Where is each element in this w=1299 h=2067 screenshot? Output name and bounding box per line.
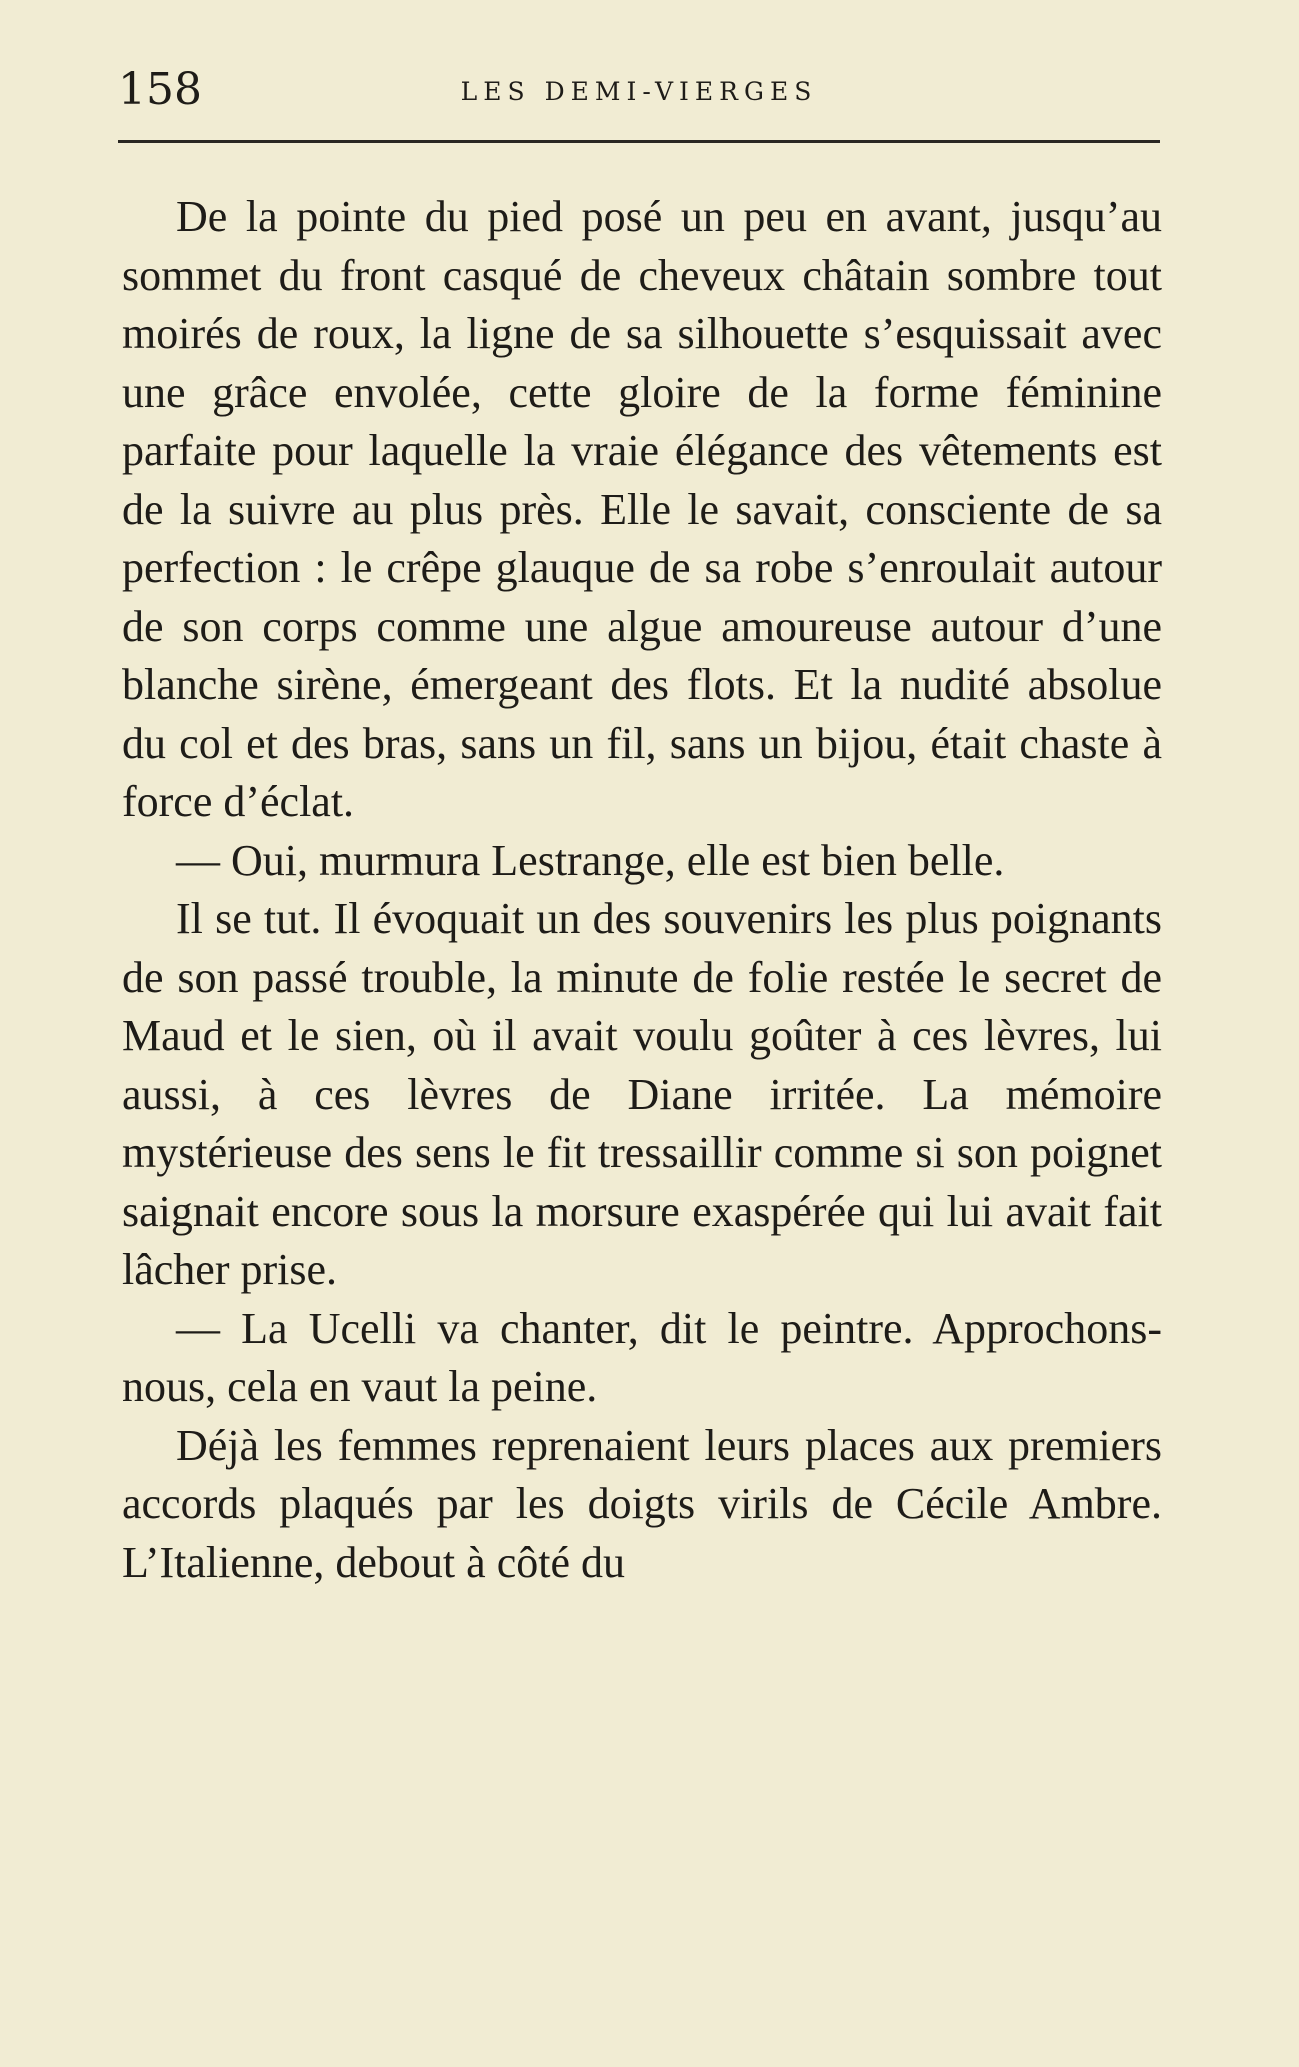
running-title: LES DEMI-VIERGES xyxy=(460,77,818,106)
page-number: 158 xyxy=(118,64,202,115)
header-rule xyxy=(118,140,1160,143)
paragraph: Déjà les femmes reprenaient leurs places aux premiers accords plaqués par les doigts virils de Cécile Ambre. L’Italienne, debout à côté du xyxy=(122,1420,1162,1587)
body-text xyxy=(122,188,1162,1592)
paragraph: De la pointe du pied posé un peu en avant, jusqu’au sommet du front casqué de cheveux châtain sombre tout moirés de roux, la ligne de sa silhouette s’esquissait avec une grâce envolée, cette gloire de la forme féminine parfaite pour laquelle la vraie élégance des vêtements est de la suivre au plus près. Elle le savait, consciente de sa perfection : le crêpe glauque de sa robe s’enroulait autour de son corps comme une algue amoureuse autour d’une blanche sirène, émergeant des flots. Et la nudité absolue du col et des bras, sans un fil, sans un bijou, était chaste à force d’éclat. xyxy=(122,192,1162,826)
paragraph: Il se tut. Il évoquait un des souvenirs les plus poignants de son passé trouble, la minute de folie restée le secret de Maud et le sien, où il avait voulu goûter à ces lèvres, lui aussi, à ces lèvres de Diane irritée. La mémoire mystérieuse des sens le fit tressaillir comme si son poignet saignait encore sous la morsure exaspérée qui lui avait fait lâcher prise. xyxy=(122,894,1162,1294)
paragraph: — Oui, murmura Lestrange, elle est bien belle. xyxy=(176,835,1005,885)
page-header xyxy=(118,58,1160,118)
paragraph: — La Ucelli va chanter, dit le peintre. Approchons-nous, cela en vaut la peine. xyxy=(122,1303,1162,1411)
